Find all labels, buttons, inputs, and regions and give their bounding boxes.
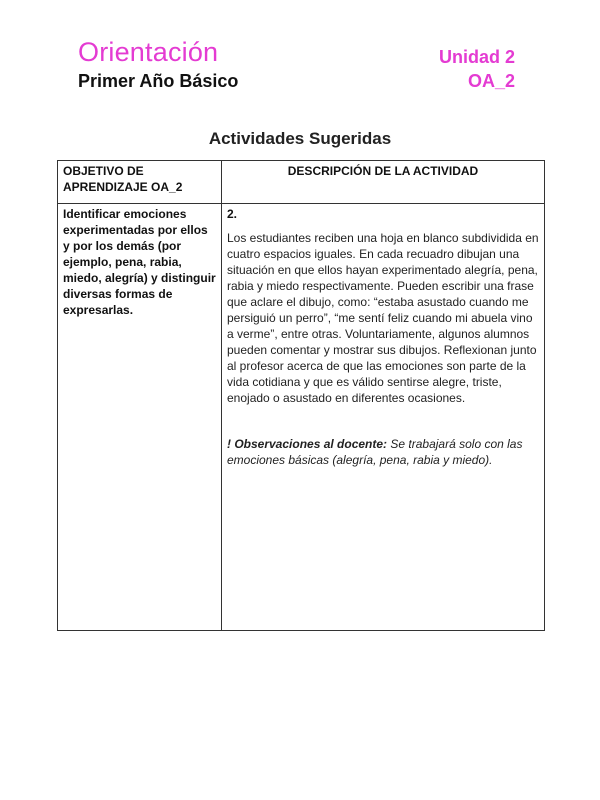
header-objective: OBJETIVO DE APRENDIZAJE OA_2 — [58, 161, 222, 204]
table-header-row — [58, 161, 545, 204]
subject-title: Orientación — [78, 37, 219, 67]
activity-table — [57, 160, 545, 631]
objective-cell: Identificar emociones experimentadas por ellos y por los demás (por ejemplo, pena, rabia, miedo, alegría) y distinguir diversas formas de expresarlas. — [58, 204, 222, 631]
observations-label: ! Observaciones al docente: — [227, 437, 388, 451]
description-cell — [222, 204, 545, 631]
table-row — [58, 204, 545, 631]
activity-number: 2. — [227, 207, 238, 221]
activity-description: Los estudiantes reciben una hoja en blanco subdividida en cuatro espacios iguales. En cada recuadro dibujan una situación en que ellos hayan experimentado alegría, pena, rabia y miedo respectivamente. Pueden escribir una frase que aclare el dibujo, como: “estaba asustado cuando me persiguió un perro”, “me sentí feliz cuando mi abuela vino a verme”, entre otras. Voluntariamente, algunos alumnos pueden comentar y mostrar sus dibujos. Reflexionan junto al profesor acerca de que las emociones son parte de la vida cotidiana y que es válido sentirse alegre, triste, enojado o asustado en diferentes ocasiones. — [227, 231, 539, 405]
section-title: Actividades Sugeridas — [208, 129, 392, 148]
oa-label: OA_2 — [467, 71, 515, 91]
grade-subtitle: Primer Año Básico — [78, 71, 239, 91]
observations — [227, 436, 539, 468]
header-description: DESCRIPCIÓN DE LA ACTIVIDAD — [222, 161, 545, 204]
observations-text: Se trabajará solo con las emociones básicas (alegría, pena, rabia y miedo). — [227, 437, 523, 467]
unit-label: Unidad 2 — [438, 47, 515, 67]
